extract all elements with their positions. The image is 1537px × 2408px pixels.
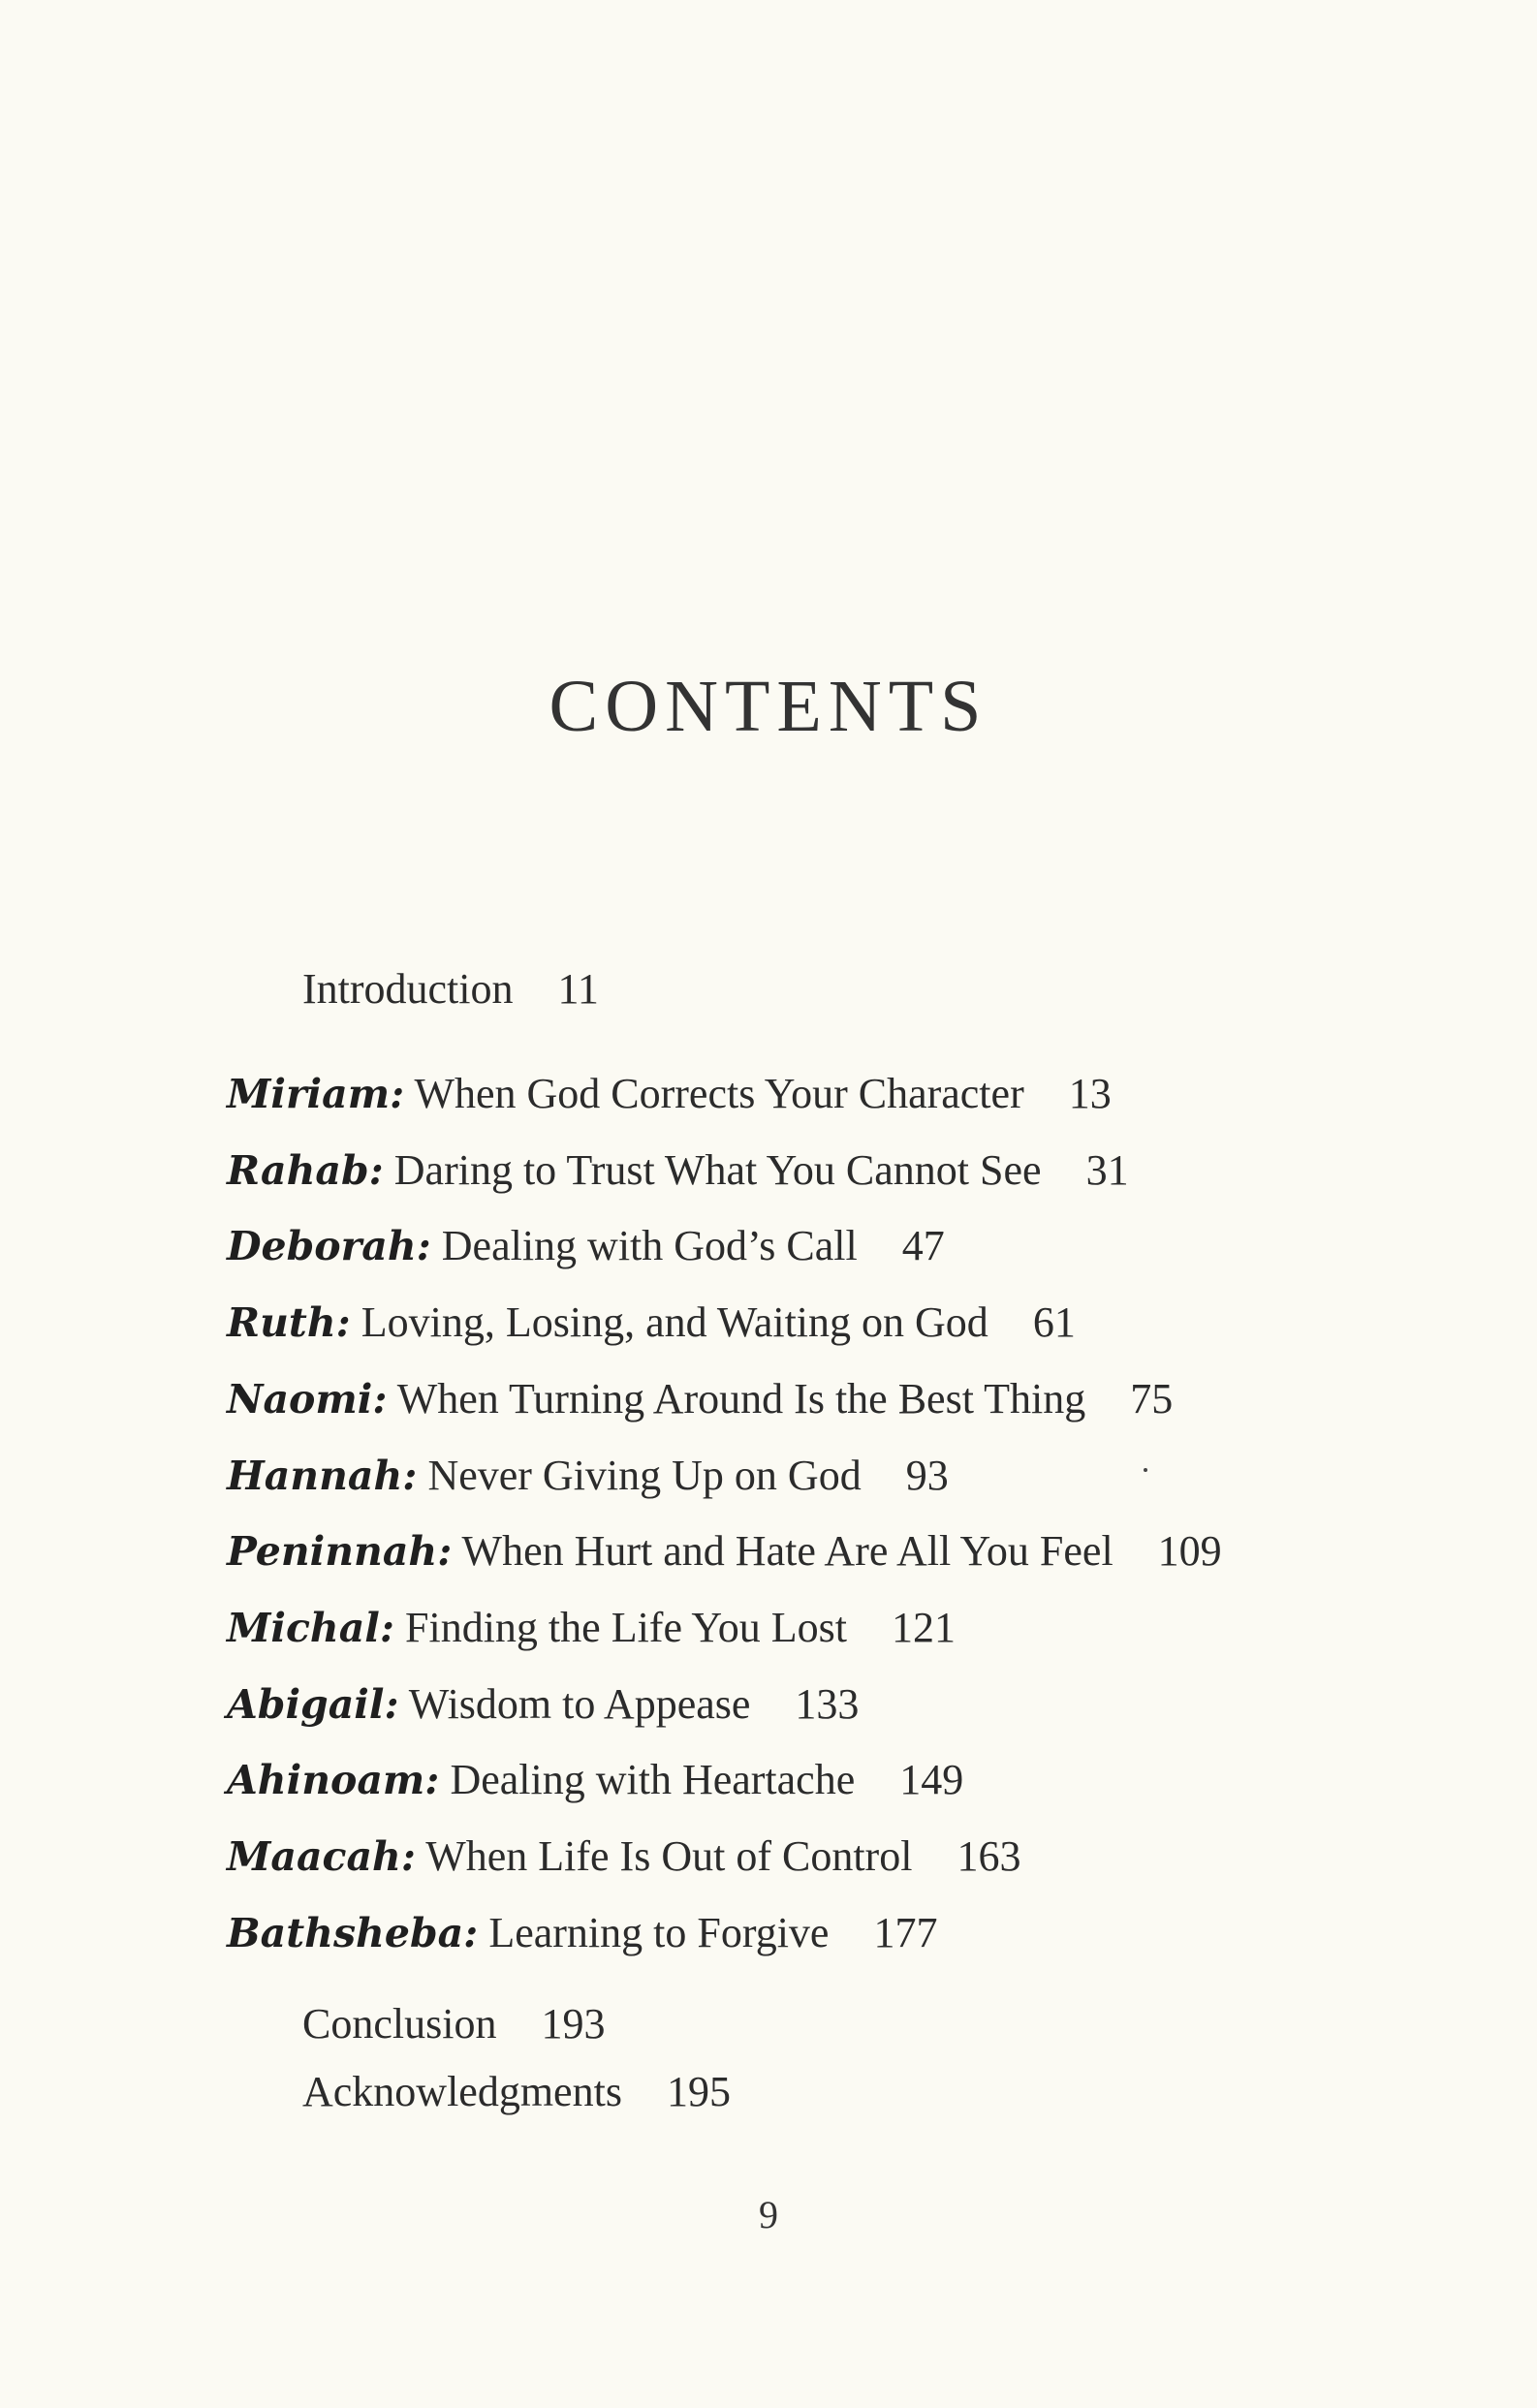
chapter-title: Loving, Losing, and Waiting on God	[361, 1298, 988, 1347]
chapter-title: Never Giving Up on God	[427, 1451, 862, 1499]
toc-entry-acknowledgments	[302, 2058, 731, 2126]
toc-entry-rahab	[227, 1133, 1222, 1209]
toc-entry-abigail	[227, 1667, 1222, 1743]
toc-entry-naomi	[227, 1361, 1222, 1438]
chapter-name: Bathsheba:	[227, 1909, 479, 1956]
chapter-name: Ruth:	[227, 1299, 351, 1347]
toc-entry-conclusion	[302, 1990, 731, 2058]
chapter-page-number: 121	[891, 1603, 956, 1651]
chapter-page-number: 13	[1068, 1070, 1112, 1117]
chapter-name: Peninnah:	[227, 1528, 453, 1576]
chapter-page-number: 163	[957, 1832, 1021, 1881]
chapter-title: When Turning Around Is the Best Thing	[396, 1374, 1086, 1423]
toc-entry-peninnah	[227, 1514, 1222, 1590]
chapter-page-number: 93	[905, 1451, 949, 1499]
entry-title: Introduction	[302, 965, 514, 1013]
chapter-name: Rahab:	[227, 1146, 384, 1194]
chapter-page-number: 75	[1130, 1374, 1174, 1423]
entry-title: Acknowledgments	[302, 2068, 622, 2115]
entry-title: Conclusion	[302, 2000, 497, 2048]
page-number-folio: 9	[759, 2193, 778, 2236]
chapter-page-number: 61	[1032, 1298, 1076, 1347]
chapter-name: Naomi:	[227, 1375, 388, 1423]
chapter-title: Dealing with Heartache	[450, 1756, 856, 1804]
toc-entry-michal	[227, 1590, 1222, 1667]
toc-entry-miriam	[227, 1056, 1222, 1133]
chapter-title: Learning to Forgive	[488, 1908, 830, 1956]
chapter-name: Maacah:	[227, 1833, 416, 1881]
chapter-title: Daring to Trust What You Cannot See	[393, 1145, 1042, 1194]
print-speck	[1144, 1468, 1147, 1472]
chapter-title: Finding the Life You Lost	[405, 1603, 847, 1651]
back-matter-list	[302, 1990, 731, 2126]
toc-entry-bathsheba	[227, 1895, 1222, 1972]
chapter-page-number: 149	[899, 1756, 964, 1804]
chapter-name: Deborah:	[227, 1223, 431, 1270]
toc-entry-maacah	[227, 1819, 1222, 1895]
chapter-name: Hannah:	[227, 1452, 418, 1499]
chapter-title: When Life Is Out of Control	[425, 1832, 913, 1881]
toc-entry-deborah	[227, 1208, 1222, 1285]
chapter-page-number: 109	[1157, 1527, 1222, 1576]
chapter-title: Wisdom to Appease	[408, 1679, 751, 1728]
entry-page-number: 195	[666, 2068, 731, 2115]
chapter-page-number: 31	[1085, 1145, 1129, 1194]
chapter-name: Abigail:	[227, 1680, 399, 1728]
entry-page-number: 193	[541, 2000, 606, 2048]
chapter-name: Michal:	[227, 1604, 395, 1651]
toc-entry-ruth	[227, 1285, 1222, 1361]
toc-entry-hannah	[227, 1438, 1222, 1515]
chapter-name: Miriam:	[227, 1071, 405, 1117]
front-matter-list	[302, 952, 599, 1027]
chapter-name: Ahinoam:	[227, 1757, 440, 1804]
chapter-page-number: 177	[873, 1908, 938, 1956]
toc-entry-introduction	[302, 952, 599, 1027]
chapter-title: Dealing with God’s Call	[441, 1222, 858, 1270]
chapter-page-number: 133	[795, 1679, 860, 1728]
chapter-title: When Hurt and Hate Are All You Feel	[461, 1527, 1114, 1576]
chapter-list	[227, 1056, 1222, 1971]
chapter-page-number: 47	[901, 1222, 945, 1270]
entry-page-number: 11	[557, 965, 599, 1013]
page-title: CONTENTS	[549, 665, 988, 747]
chapter-title: When God Corrects Your Character	[414, 1070, 1024, 1117]
toc-entry-ahinoam	[227, 1742, 1222, 1819]
